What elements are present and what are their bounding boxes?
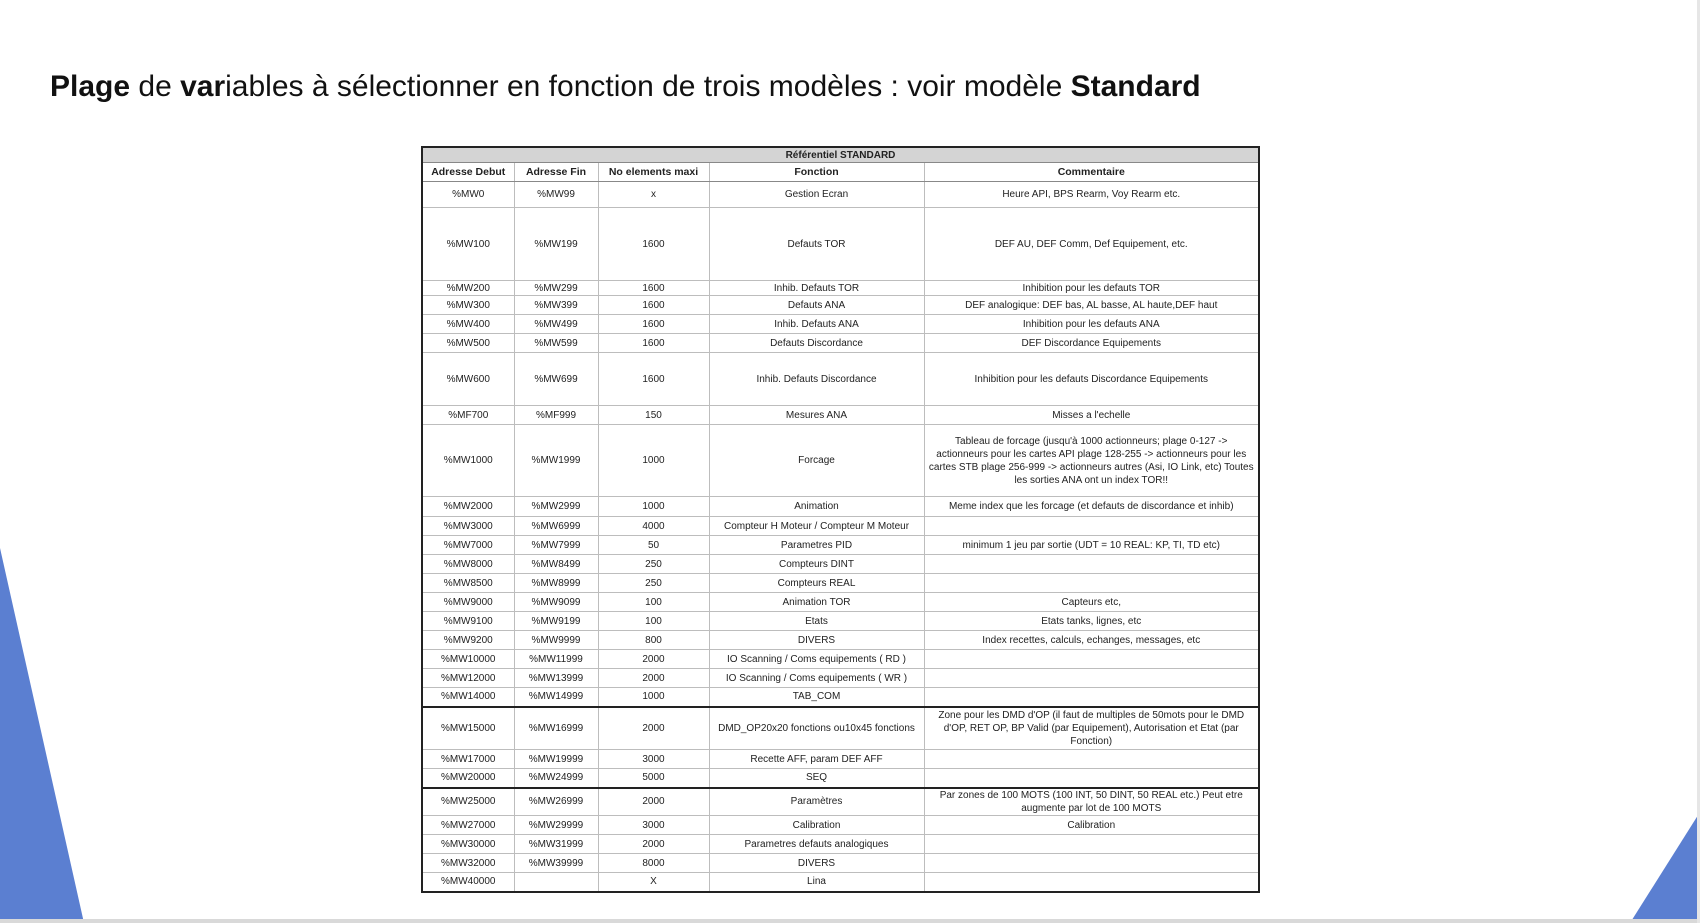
table-banner: Référentiel STANDARD [422, 147, 1259, 163]
cell-no-elements: 1600 [598, 296, 709, 315]
cell-adresse-debut: %MW10000 [422, 650, 514, 669]
cell-fonction: Inhib. Defauts Discordance [709, 353, 924, 406]
table-row [422, 873, 1259, 892]
cell-adresse-fin: %MW299 [514, 281, 598, 296]
slide-bottom-border [0, 919, 1700, 923]
cell-adresse-debut: %MW3000 [422, 517, 514, 536]
table-row [422, 334, 1259, 353]
cell-adresse-debut: %MW32000 [422, 854, 514, 873]
cell-fonction: Parametres defauts analogiques [709, 835, 924, 854]
cell-fonction: DMD_OP20x20 fonctions ou10x45 fonctions [709, 707, 924, 750]
cell-fonction: Animation TOR [709, 593, 924, 612]
table-row [422, 593, 1259, 612]
cell-fonction: DIVERS [709, 631, 924, 650]
cell-adresse-debut: %MW600 [422, 353, 514, 406]
cell-commentaire [924, 769, 1259, 788]
cell-no-elements: 1000 [598, 425, 709, 497]
table-row [422, 406, 1259, 425]
cell-adresse-debut: %MW7000 [422, 536, 514, 555]
cell-adresse-debut: %MW17000 [422, 750, 514, 769]
cell-fonction: Recette AFF, param DEF AFF [709, 750, 924, 769]
table-row [422, 835, 1259, 854]
right-decor-triangle [1630, 0, 1700, 923]
cell-no-elements: 4000 [598, 517, 709, 536]
referentiel-table [421, 146, 1260, 893]
cell-fonction: Lina [709, 873, 924, 892]
cell-fonction: Etats [709, 612, 924, 631]
cell-adresse-debut: %MW100 [422, 208, 514, 281]
cell-commentaire [924, 555, 1259, 574]
cell-adresse-debut: %MW12000 [422, 669, 514, 688]
cell-no-elements: 3000 [598, 750, 709, 769]
cell-no-elements: 2000 [598, 835, 709, 854]
cell-fonction: Compteur H Moteur / Compteur M Moteur [709, 517, 924, 536]
table-row [422, 854, 1259, 873]
cell-adresse-debut: %MW9000 [422, 593, 514, 612]
cell-commentaire [924, 650, 1259, 669]
cell-adresse-debut: %MF700 [422, 406, 514, 425]
cell-no-elements: 1600 [598, 315, 709, 334]
title-part-5: Standard [1070, 70, 1201, 103]
cell-adresse-fin: %MW499 [514, 315, 598, 334]
table-row [422, 208, 1259, 281]
table-row [422, 750, 1259, 769]
cell-adresse-debut: %MW2000 [422, 497, 514, 517]
table-row [422, 631, 1259, 650]
header-no-elements-maxi: No elements maxi [598, 163, 709, 182]
cell-commentaire: Misses a l'echelle [924, 406, 1259, 425]
cell-adresse-fin: %MW1999 [514, 425, 598, 497]
referentiel-table-container [421, 146, 1258, 893]
cell-adresse-fin: %MW16999 [514, 707, 598, 750]
cell-commentaire: DEF AU, DEF Comm, Def Equipement, etc. [924, 208, 1259, 281]
cell-fonction: DIVERS [709, 854, 924, 873]
cell-fonction: Compteurs REAL [709, 574, 924, 593]
cell-adresse-fin: %MW14999 [514, 688, 598, 707]
cell-adresse-debut: %MW25000 [422, 788, 514, 816]
cell-adresse-fin: %MW19999 [514, 750, 598, 769]
cell-no-elements: 100 [598, 593, 709, 612]
cell-adresse-debut: %MW9200 [422, 631, 514, 650]
cell-no-elements: 800 [598, 631, 709, 650]
table-row [422, 650, 1259, 669]
cell-adresse-fin: %MW6999 [514, 517, 598, 536]
cell-commentaire [924, 750, 1259, 769]
cell-commentaire: Zone pour les DMD d'OP (il faut de multiples de 50mots pour le DMD d'OP, RET OP, BP Valid (par Equipement), Autorisation et Etat (par Fonction) [924, 707, 1259, 750]
cell-adresse-debut: %MW500 [422, 334, 514, 353]
cell-commentaire: Meme index que les forcage (et defauts de discordance et inhib) [924, 497, 1259, 517]
cell-adresse-fin: %MW9999 [514, 631, 598, 650]
table-body [422, 182, 1259, 892]
cell-adresse-fin: %MW26999 [514, 788, 598, 816]
cell-fonction: Compteurs DINT [709, 555, 924, 574]
table-row [422, 281, 1259, 296]
cell-no-elements: 250 [598, 555, 709, 574]
left-decor-triangle [0, 0, 90, 923]
cell-adresse-debut: %MW8000 [422, 555, 514, 574]
cell-commentaire: Etats tanks, lignes, etc [924, 612, 1259, 631]
cell-adresse-fin: %MW599 [514, 334, 598, 353]
cell-commentaire: minimum 1 jeu par sortie (UDT = 10 REAL: KP, TI, TD etc) [924, 536, 1259, 555]
cell-fonction: Inhib. Defauts ANA [709, 315, 924, 334]
title-part-2: de [130, 70, 181, 103]
cell-no-elements: 1000 [598, 497, 709, 517]
cell-fonction: Defauts ANA [709, 296, 924, 315]
cell-adresse-fin: %MW99 [514, 182, 598, 208]
cell-adresse-debut: %MW1000 [422, 425, 514, 497]
cell-commentaire [924, 669, 1259, 688]
slide-title [50, 70, 1201, 104]
cell-no-elements: 8000 [598, 854, 709, 873]
table-row [422, 497, 1259, 517]
cell-adresse-fin: %MW199 [514, 208, 598, 281]
cell-no-elements: 250 [598, 574, 709, 593]
cell-no-elements: 1600 [598, 208, 709, 281]
cell-adresse-debut: %MW40000 [422, 873, 514, 892]
cell-fonction: Forcage [709, 425, 924, 497]
cell-commentaire: Capteurs etc, [924, 593, 1259, 612]
cell-adresse-debut: %MW15000 [422, 707, 514, 750]
header-fonction: Fonction [709, 163, 924, 182]
table-row [422, 769, 1259, 788]
cell-adresse-debut: %MW14000 [422, 688, 514, 707]
cell-adresse-debut: %MW400 [422, 315, 514, 334]
table-row [422, 182, 1259, 208]
cell-commentaire: Heure API, BPS Rearm, Voy Rearm etc. [924, 182, 1259, 208]
cell-adresse-debut: %MW8500 [422, 574, 514, 593]
cell-commentaire: Calibration [924, 816, 1259, 835]
cell-fonction: SEQ [709, 769, 924, 788]
cell-commentaire: Inhibition pour les defauts ANA [924, 315, 1259, 334]
cell-no-elements: 150 [598, 406, 709, 425]
table-row [422, 574, 1259, 593]
table-row [422, 669, 1259, 688]
table-row [422, 315, 1259, 334]
cell-commentaire: Par zones de 100 MOTS (100 INT, 50 DINT, 50 REAL etc.) Peut etre augmente par lot de 100 MOTS [924, 788, 1259, 816]
cell-no-elements: 2000 [598, 669, 709, 688]
table-row [422, 612, 1259, 631]
cell-no-elements: 2000 [598, 650, 709, 669]
cell-adresse-fin [514, 873, 598, 892]
cell-adresse-fin: %MW9099 [514, 593, 598, 612]
cell-no-elements: 1600 [598, 353, 709, 406]
cell-adresse-debut: %MW27000 [422, 816, 514, 835]
cell-no-elements: 50 [598, 536, 709, 555]
cell-adresse-debut: %MW30000 [422, 835, 514, 854]
table-row [422, 296, 1259, 315]
table-row [422, 517, 1259, 536]
cell-commentaire: Index recettes, calculs, echanges, messages, etc [924, 631, 1259, 650]
title-part-4: iables à sélectionner en fonction de trois modèles : voir modèle [225, 70, 1071, 103]
cell-adresse-fin: %MW39999 [514, 854, 598, 873]
cell-fonction: Parametres PID [709, 536, 924, 555]
cell-fonction: TAB_COM [709, 688, 924, 707]
header-commentaire: Commentaire [924, 163, 1259, 182]
cell-fonction: IO Scanning / Coms equipements ( WR ) [709, 669, 924, 688]
cell-adresse-fin: %MW29999 [514, 816, 598, 835]
cell-adresse-fin: %MW13999 [514, 669, 598, 688]
cell-commentaire [924, 688, 1259, 707]
table-row [422, 788, 1259, 816]
cell-adresse-debut: %MW20000 [422, 769, 514, 788]
cell-no-elements: 1600 [598, 334, 709, 353]
cell-no-elements: 1600 [598, 281, 709, 296]
cell-adresse-debut: %MW300 [422, 296, 514, 315]
table-row [422, 555, 1259, 574]
cell-adresse-fin: %MW7999 [514, 536, 598, 555]
cell-adresse-fin: %MW11999 [514, 650, 598, 669]
cell-fonction: Defauts TOR [709, 208, 924, 281]
cell-adresse-fin: %MW8499 [514, 555, 598, 574]
cell-no-elements: 2000 [598, 788, 709, 816]
cell-commentaire: DEF analogique: DEF bas, AL basse, AL haute,DEF haut [924, 296, 1259, 315]
cell-commentaire [924, 517, 1259, 536]
cell-no-elements: X [598, 873, 709, 892]
table-row [422, 816, 1259, 835]
cell-adresse-debut: %MW200 [422, 281, 514, 296]
header-adresse-fin: Adresse Fin [514, 163, 598, 182]
cell-adresse-debut: %MW9100 [422, 612, 514, 631]
cell-no-elements: 3000 [598, 816, 709, 835]
table-row [422, 353, 1259, 406]
cell-commentaire: Inhibition pour les defauts Discordance Equipements [924, 353, 1259, 406]
cell-no-elements: x [598, 182, 709, 208]
cell-commentaire: DEF Discordance Equipements [924, 334, 1259, 353]
cell-no-elements: 5000 [598, 769, 709, 788]
cell-fonction: Animation [709, 497, 924, 517]
cell-adresse-debut: %MW0 [422, 182, 514, 208]
cell-commentaire [924, 835, 1259, 854]
cell-adresse-fin: %MW24999 [514, 769, 598, 788]
table-row [422, 425, 1259, 497]
cell-commentaire [924, 854, 1259, 873]
cell-adresse-fin: %MW699 [514, 353, 598, 406]
title-part-3: var [180, 70, 226, 103]
cell-fonction: Mesures ANA [709, 406, 924, 425]
cell-adresse-fin: %MW31999 [514, 835, 598, 854]
cell-adresse-fin: %MW8999 [514, 574, 598, 593]
cell-adresse-fin: %MF999 [514, 406, 598, 425]
cell-fonction: Defauts Discordance [709, 334, 924, 353]
cell-adresse-fin: %MW399 [514, 296, 598, 315]
cell-commentaire [924, 873, 1259, 892]
cell-no-elements: 2000 [598, 707, 709, 750]
cell-commentaire: Tableau de forcage (jusqu'à 1000 actionneurs; plage 0-127 -> actionneurs pour les cartes API plage 128-255 -> actionneurs pour les cartes STB plage 256-999 -> actionneurs autres (Asi, IO Link, etc) Toutes les sorties ANA ont un index TOR!! [924, 425, 1259, 497]
cell-fonction: Paramètres [709, 788, 924, 816]
title-part-1: Plage [50, 70, 131, 103]
cell-fonction: Calibration [709, 816, 924, 835]
cell-fonction: IO Scanning / Coms equipements ( RD ) [709, 650, 924, 669]
cell-commentaire: Inhibition pour les defauts TOR [924, 281, 1259, 296]
table-row [422, 707, 1259, 750]
table-row [422, 536, 1259, 555]
cell-fonction: Inhib. Defauts TOR [709, 281, 924, 296]
header-adresse-debut: Adresse Debut [422, 163, 514, 182]
cell-no-elements: 1000 [598, 688, 709, 707]
cell-adresse-fin: %MW2999 [514, 497, 598, 517]
cell-adresse-fin: %MW9199 [514, 612, 598, 631]
cell-commentaire [924, 574, 1259, 593]
cell-no-elements: 100 [598, 612, 709, 631]
table-row [422, 688, 1259, 707]
cell-fonction: Gestion Ecran [709, 182, 924, 208]
